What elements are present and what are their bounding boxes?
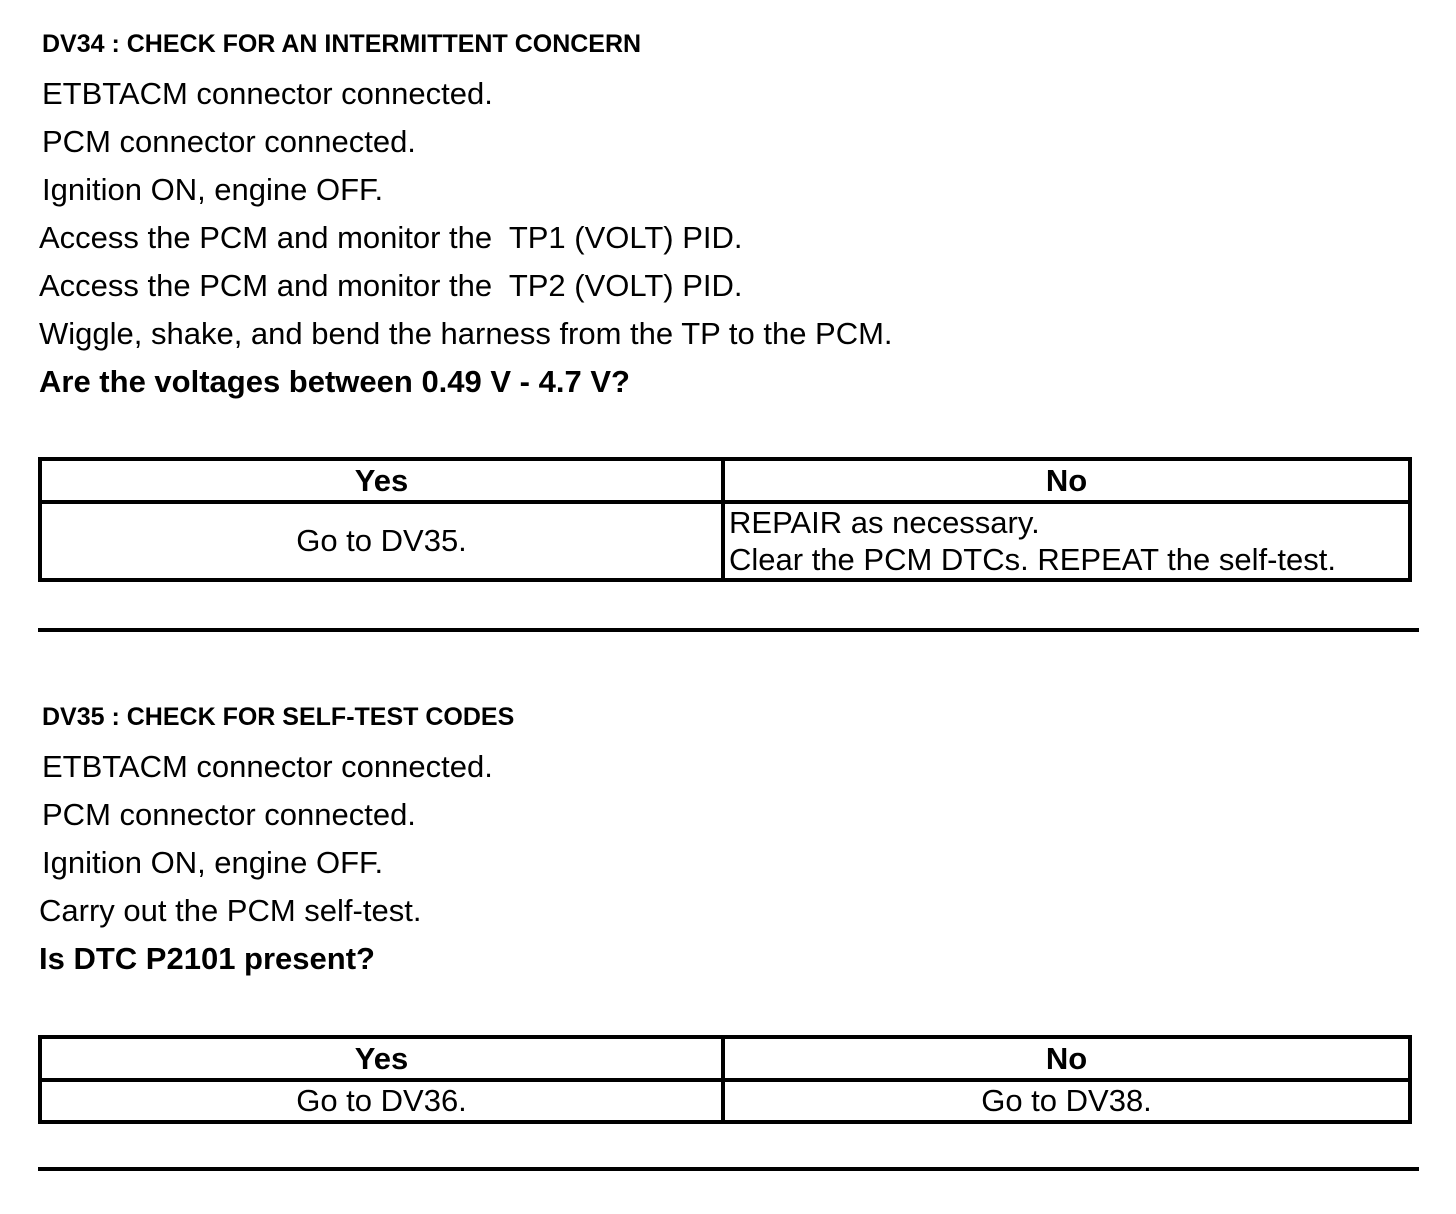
section-divider	[38, 1167, 1419, 1171]
section-heading: DV35 : CHECK FOR SELF-TEST CODES	[42, 703, 515, 731]
section-divider	[38, 628, 1419, 632]
yes-action: Go to DV36.	[40, 1080, 723, 1122]
no-action: Go to DV38.	[723, 1080, 1410, 1122]
no-header: No	[723, 1037, 1410, 1080]
table-header-row	[40, 1037, 1410, 1080]
question-text: Is DTC P2101 present?	[39, 941, 375, 976]
answer-table	[38, 1035, 1412, 1124]
table-header-row	[40, 459, 1410, 502]
no-header: No	[723, 459, 1410, 502]
step-text: ETBTACM connector connected.	[42, 749, 493, 784]
step-text: Ignition ON, engine OFF.	[42, 172, 384, 207]
step-text: ETBTACM connector connected.	[42, 76, 493, 111]
table-row	[40, 1080, 1410, 1122]
step-text: Access the PCM and monitor the TP2 (VOLT) PID.	[39, 268, 743, 303]
step-text: PCM connector connected.	[42, 124, 416, 159]
section-heading: DV34 : CHECK FOR AN INTERMITTENT CONCERN	[42, 30, 642, 58]
yes-header: Yes	[40, 1037, 723, 1080]
step-text: PCM connector connected.	[42, 797, 416, 832]
yes-header: Yes	[40, 459, 723, 502]
step-text: Access the PCM and monitor the TP1 (VOLT) PID.	[39, 220, 743, 255]
step-text: Wiggle, shake, and bend the harness from the TP to the PCM.	[39, 316, 893, 351]
step-text: Carry out the PCM self-test.	[39, 893, 422, 928]
no-action-line: Clear the PCM DTCs. REPEAT the self-test.	[729, 542, 1336, 577]
answer-table	[38, 457, 1412, 582]
yes-action: Go to DV35.	[40, 502, 723, 580]
step-text: Ignition ON, engine OFF.	[42, 845, 384, 880]
question-text: Are the voltages between 0.49 V - 4.7 V?	[39, 364, 630, 399]
no-action	[723, 502, 1410, 580]
no-action-line: REPAIR as necessary.	[729, 505, 1040, 540]
table-row	[40, 502, 1410, 580]
